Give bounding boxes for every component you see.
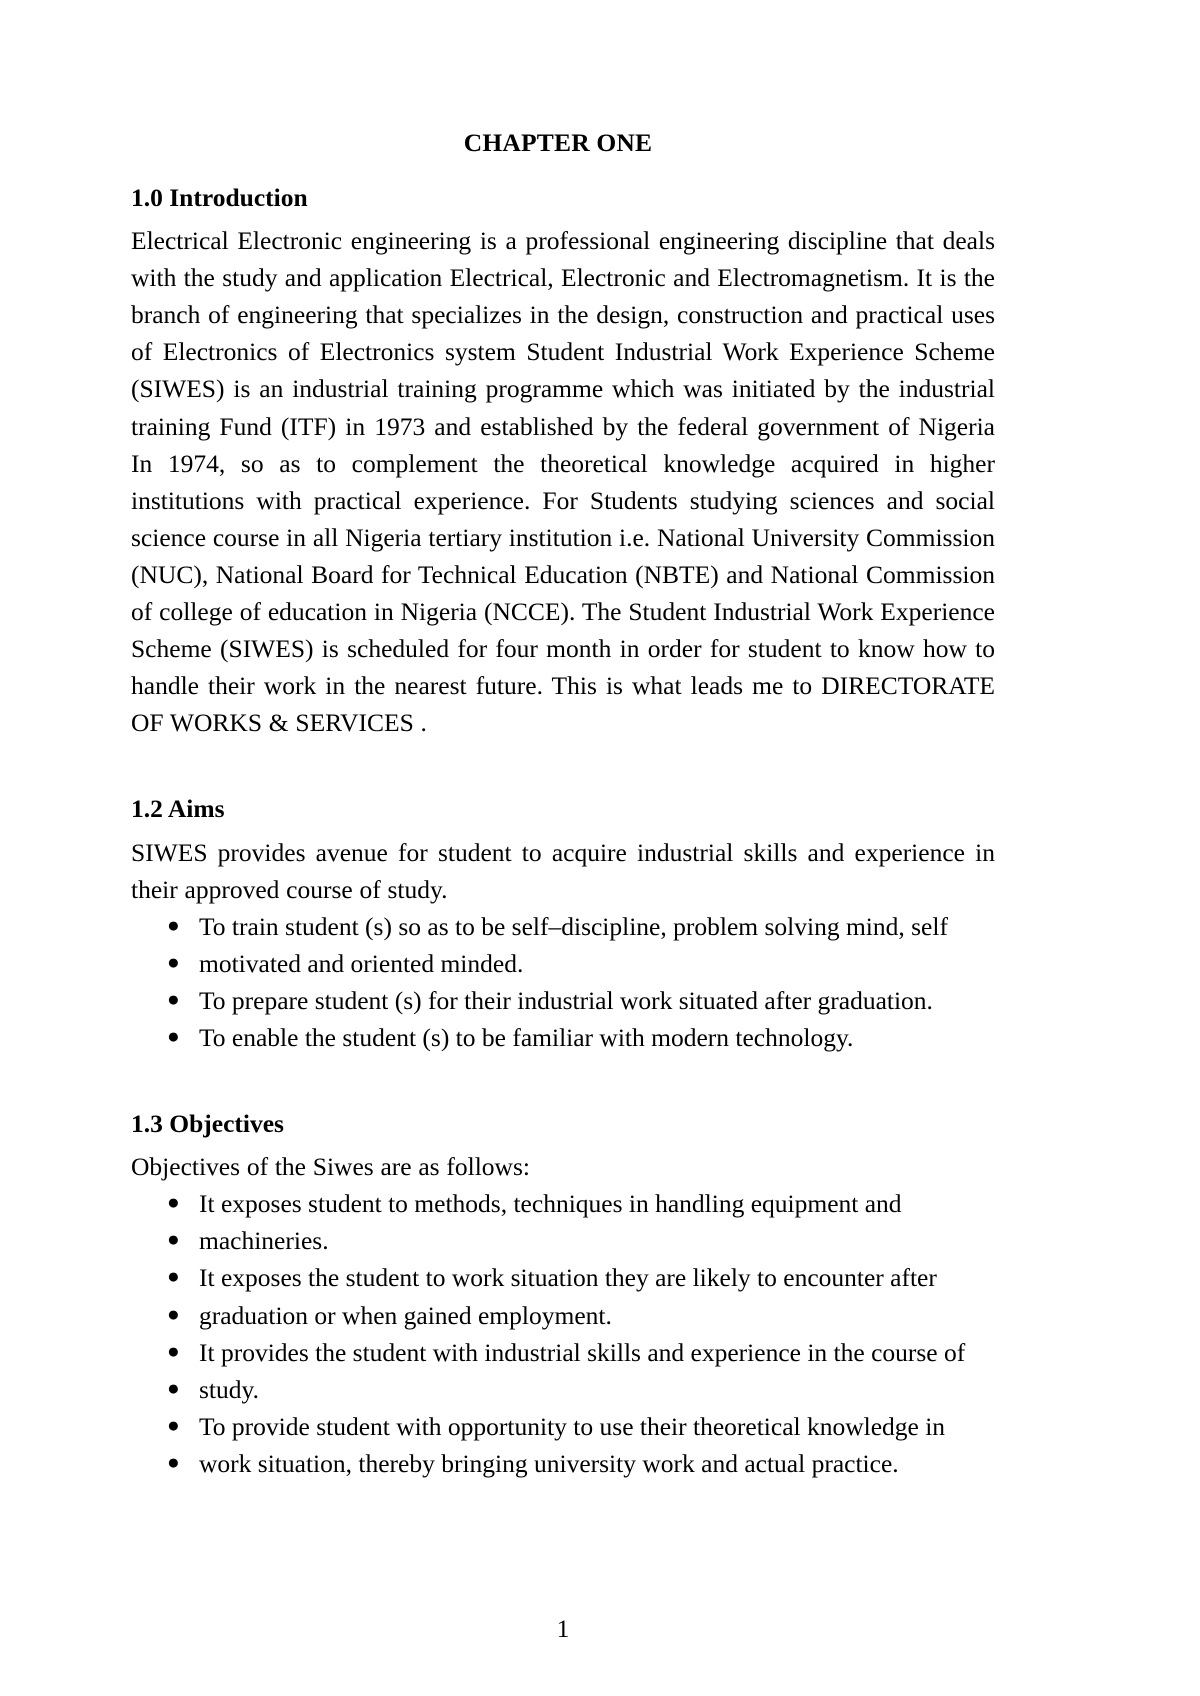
bullet-icon: ● [167,912,180,937]
list-item-label: machineries. [199,1226,329,1256]
objectives-bullet-list [131,1185,995,1482]
spacer [131,741,995,793]
objectives-paragraph: Objectives of the Siwes are as follows: [131,1152,530,1182]
aims-paragraph: SIWES provides avenue for student to acquire industrial skills and experience in their approved course of study. [131,837,995,904]
list-item [131,1371,995,1408]
list-item [131,908,995,945]
list-item [131,1334,995,1371]
bullet-icon: ● [167,1338,180,1363]
bullet-icon: ● [167,1227,180,1252]
list-item-label: To enable the student (s) to be familiar with modern technology. [199,1023,854,1052]
page-number: 1 [556,1614,570,1643]
list-item [131,1297,995,1334]
list-item [131,1019,995,1056]
aims-bullet-list [131,908,995,1056]
section-heading-aims: 1.2 Aims [131,794,225,824]
list-item-label: To provide student with opportunity to use their theoretical knowledge in [199,1411,946,1441]
page-title: CHAPTER ONE [463,128,653,157]
bullet-icon: ● [167,1024,180,1048]
bullet-icon: ● [167,1264,180,1289]
spacer [131,1056,995,1108]
list-item [131,1222,995,1259]
bullet-icon: ● [167,1375,180,1400]
list-item-label: To train student (s) so as to be self–discipline, problem solving mind, self [199,911,948,941]
bullet-icon: ● [167,1190,180,1215]
list-item [131,1445,995,1482]
section-heading-objectives: 1.3 Objectives [131,1109,284,1139]
list-item [131,1185,995,1222]
list-item-label: To prepare student (s) for their industrial work situated after graduation. [199,985,933,1015]
bullet-icon: ● [167,986,180,1011]
bullet-icon: ● [167,1301,180,1326]
list-item-label: It provides the student with industrial skills and experience in the course of [199,1337,966,1367]
bullet-icon: ● [167,1412,180,1437]
bullet-icon: ● [167,949,180,974]
list-item [131,945,995,982]
list-item-label: It exposes the student to work situation they are likely to encounter after [199,1263,937,1293]
list-item [131,982,995,1019]
list-item [131,1259,995,1296]
list-item-label: motivated and oriented minded. [199,948,524,978]
list-item-label: It exposes student to methods, techniques in handling equipment and [199,1189,902,1219]
bullet-icon: ● [167,1449,180,1474]
list-item-label: study. [199,1374,259,1404]
list-item-label: graduation or when gained employment. [199,1300,612,1330]
introduction-paragraph: Electrical Electronic engineering is a professional engineering discipline that deals with the study and application Electrical, Electronic and Electromagnetism. It is the branch of engineering that specializes in the design, construction and practical uses of Electronics of Electronics system Student Industrial Work Experience Scheme (SIWES) is an industrial training programme which was initiated by the industrial training Fund (ITF) in 1973 and established by the federal government of Nigeria In 1974, so as to complement the theoretical knowledge acquired in higher institutions with practical experience. For Students studying sciences and social science course in all Nigeria tertiary institution i.e. National University Commission (NUC), National Board for Technical Education (NBTE) and National Commission of college of education in Nigeria (NCCE). The Student Industrial Work Experience Scheme (SIWES) is scheduled for four month in order for student to know how to handle their work in the nearest future. This is what leads me to DIRECTORATE OF WORKS & SERVICES . [131,226,995,738]
section-heading-introduction: 1.0 Introduction [131,183,308,212]
list-item-label: work situation, thereby bringing university work and actual practice. [199,1448,899,1478]
list-item [131,1408,995,1445]
